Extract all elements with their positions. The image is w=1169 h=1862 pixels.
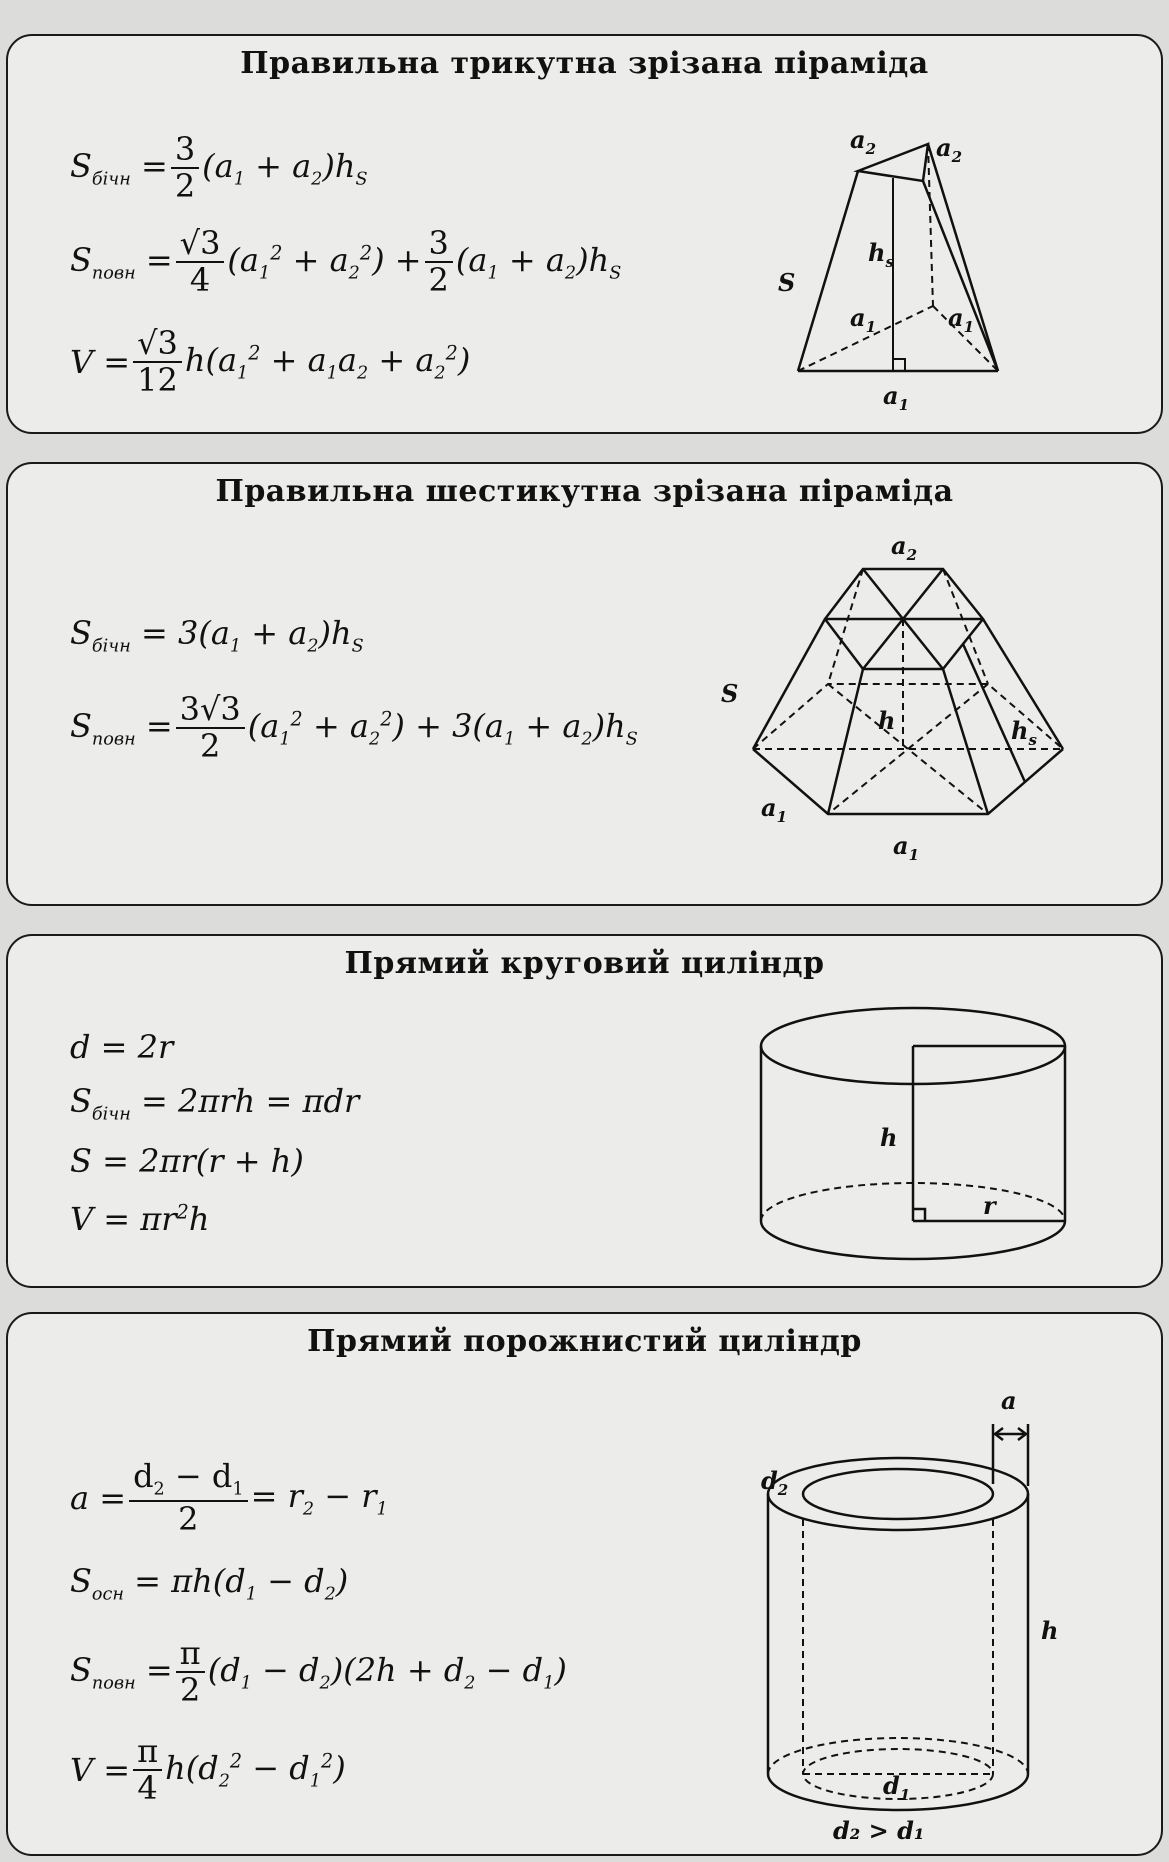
panel-circular-cylinder (6, 934, 1163, 1288)
panel-hexagonal-frustum (6, 462, 1163, 906)
formula-diameter: d = 2r (70, 1028, 174, 1066)
formula-volume: V = $\frac{√3}{12}$ $h(a_1^2 + a_1a_2 + a_2^2)$ (70, 324, 471, 400)
formula-wall-thickness: a = $\frac{d_2 - d_1}{2}$ = $r_2 - r_1$ (70, 1457, 388, 1538)
label-h: h (878, 706, 896, 735)
label-h: h (1041, 1616, 1059, 1645)
label-a1-bottom: $a_1$ (883, 381, 909, 414)
label-d2: $d_2$ (761, 1466, 789, 1499)
label-S: S (778, 268, 796, 297)
formula-base-area: $S_{осн} = \pi h(d_1 - d_2)$ (70, 1562, 349, 1605)
label-d1: $d_1$ (883, 1771, 911, 1804)
panel-title: Правильна трикутна зрізана піраміда (240, 46, 929, 81)
label-a2: $a_2$ (891, 531, 917, 564)
hexagonal-frustum-figure (721, 524, 1073, 864)
label-r: r (983, 1191, 996, 1220)
panel-title: Прямий круговий циліндр (344, 946, 825, 981)
label-hs: $h_s$ (868, 238, 894, 271)
label-h: h (880, 1123, 898, 1152)
formula-lateral-area: $S_{бічн} = 2\pi rh = \pi dr$ (70, 1082, 360, 1125)
label-condition: d₂ > d₁ (833, 1816, 925, 1845)
panel-title: Прямий порожнистий циліндр (307, 1324, 862, 1359)
panel-title: Правильна шестикутна зрізана піраміда (215, 474, 954, 509)
formula-volume: $V = \pi r^2h$ (70, 1200, 210, 1238)
formula-total-area: $S_{повн}$ = $\frac{√3}{4}$ $(a_1^2 + a_2^2)$ + $\frac{3}{2}$ $(a_1 + a_2)h_S$ (70, 224, 622, 300)
panel-triangular-frustum (6, 34, 1163, 434)
label-S: S (721, 679, 739, 708)
label-a2-top-right: $a_2$ (936, 133, 962, 166)
label-a1-left: $a_1$ (850, 303, 876, 336)
formula-text-prefix: $S_{бічн}$ = (70, 146, 168, 190)
hollow-cylinder-figure (723, 1374, 1063, 1844)
panel-hollow-cylinder (6, 1312, 1163, 1856)
label-hs: $h_s$ (1011, 716, 1037, 749)
formula-total-area: $S_{повн}$ = $\frac{\pi}{2}$ $(d_1 - d_2)(2h + d_2 - d_1)$ (70, 1634, 567, 1710)
triangular-frustum-figure (778, 125, 1018, 416)
formula-volume: V = $\frac{\pi}{4}$ $h(d_2^2 - d_1^2)$ (70, 1732, 346, 1808)
label-a2-top-left: $a_2$ (850, 125, 876, 158)
formula-total-area: $S_{повн}$ = $\frac{3√3}{2}$ $(a_1^2 + a_2^2) + 3(a_1 + a_2)h_S$ (70, 690, 638, 766)
formula-total-area: S = 2πr(r + h) (70, 1142, 304, 1180)
label-a1-left: $a_1$ (761, 793, 787, 826)
label-a1-right: $a_1$ (948, 303, 974, 336)
formula-lateral-area: $S_{бічн}$ = $\frac{3}{2}$ $(a_1 + a_2)h_S$ (70, 130, 368, 206)
label-a1-bottom: $a_1$ (893, 831, 919, 864)
cylinder-figure (753, 1006, 1073, 1266)
formula-lateral-area: $S_{бічн} = 3(a_1 + a_2)h_S$ (70, 614, 364, 657)
label-a: a (1001, 1386, 1017, 1415)
